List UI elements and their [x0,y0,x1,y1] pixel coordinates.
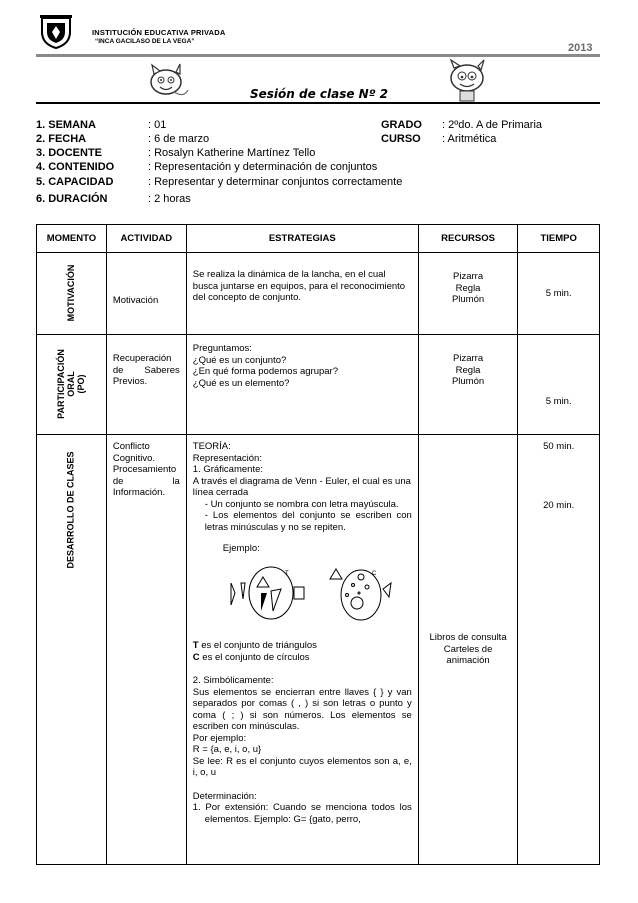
grado-label: GRADO [381,119,422,131]
momento-cell [37,335,107,435]
lesson-plan-table [36,224,600,865]
docente-value: : Rosalyn Katherine Martínez Tello [148,147,316,159]
momento-cell [37,253,107,335]
momento-motivacion: MOTIVACIÓN [66,264,77,322]
recurso-item: Carteles de [443,643,493,655]
recursos-conflicto [418,435,518,865]
recurso-item: Regla [455,364,481,376]
venn-diagram [201,563,411,623]
estrategia-motivacion: Se realiza la dinámica de la lancha, en el cual busca juntarse en equipos, para el reconocimiento del concepto de conjunto. [186,253,418,335]
set-c-label: C [371,570,377,577]
duracion-value: : 2 horas [148,193,191,205]
header-actividad: ACTIVIDAD [106,225,186,253]
recurso-item: Plumón [451,376,485,387]
header-estrategias: ESTRATEGIAS [186,225,418,253]
table-row [37,253,600,335]
actividad-recuperacion: Recuperación de Saberes Previos. [106,335,186,435]
institution-name: INSTITUCIÓN EDUCATIVA PRIVADA [92,28,226,37]
fecha-value: : 6 de marzo [148,133,210,145]
contenido-value: : Representación y determinación de conjuntos [148,161,378,173]
momento-desarrollo: DESARROLLO DE CLASES [65,451,76,569]
recursos-recuperacion [418,335,518,435]
table-row [37,435,600,865]
session-info [36,119,600,209]
recurso-item: Regla [455,282,481,294]
recursos-motivacion [418,253,518,335]
tiempo-conflicto [518,435,600,865]
capacidad-value: : Representar y determinar conjuntos correctamente [148,176,403,188]
duracion-label: 6. DURACIÓN [36,193,108,205]
estrategia-teoria: TEORÍA: Representación: 1. Gráficamente: A través el diagrama de Venn - Euler, el cual es una línea cerrada - Un conjunto se nombra con letra mayúscula. - Los elementos del conjunto se escriben con letras minúsculas y no se repiten. Ejemplo: T C T es el conjunto de triángulos C es el conjunto de círculos 2. Simbólicamente: Sus elementos se encierran entre llaves { } y van separados por comas ( , ) si son letras o punto y coma ( ; ) si son números. Los elementos se escriben con minúsculas. Por ejemplo: R = {a, e, i, o, u} Se lee: R es el conjunto cuyos elementos son a, e, i, o, u Determinación: 1. Por extensión: Cuando se menciona todos los elementos. Ejemplo: G= {gato, perro, [186,435,418,865]
header-tiempo: TIEMPO [518,225,600,253]
tiempo-50: 50 min. [543,441,575,452]
recurso-item: Pizarra [453,271,484,282]
table-header-row [37,225,600,253]
capacidad-label: 5. CAPACIDAD [36,176,114,188]
momento-cell [37,435,107,865]
estrategia-preguntas: Preguntamos: ¿Qué es un conjunto? ¿En qué forma podemos agrupar? ¿Qué es un elemento? [186,335,418,435]
semana-value: : 01 [148,119,167,131]
semana-label: 1. SEMANA [36,119,96,131]
actividad-conflicto: Conflicto Cognitivo. Procesamiento de la Información. [106,435,186,865]
recurso-item: Libros de consulta [429,632,507,644]
recurso-item: animación [446,655,490,667]
header-momento: MOMENTO [37,225,107,253]
tiempo-recuperacion: 5 min. [518,335,600,435]
momento-participacion: PARTICIPACIÓN ORAL (PO) [56,349,87,419]
header-rule [36,54,600,57]
tiempo-motivacion: 5 min. [518,253,600,335]
title-rule [36,102,600,104]
tiempo-20: 20 min. [543,499,575,511]
set-t-label: T [284,570,289,577]
recurso-item: Plumón [451,294,485,305]
curso-label: CURSO [381,133,421,145]
header-recursos: RECURSOS [418,225,518,253]
page-title: Sesión de clase Nº 2 [249,87,389,101]
year-label: 2013 [568,42,593,54]
recurso-item: Pizarra [453,353,484,364]
contenido-label: 4. CONTENIDO [36,161,115,173]
curso-value: : Aritmética [442,133,497,145]
institution-subname: “INCA GACILASO DE LA VEGA” [95,38,195,45]
actividad-motivacion: Motivación [106,253,186,335]
fecha-label: 2. FECHA [36,133,87,145]
grado-value: : 2ºdo. A de Primaria [442,119,543,131]
table-row [37,335,600,435]
school-crest-icon [38,14,74,50]
docente-label: 3. DOCENTE [36,147,103,159]
